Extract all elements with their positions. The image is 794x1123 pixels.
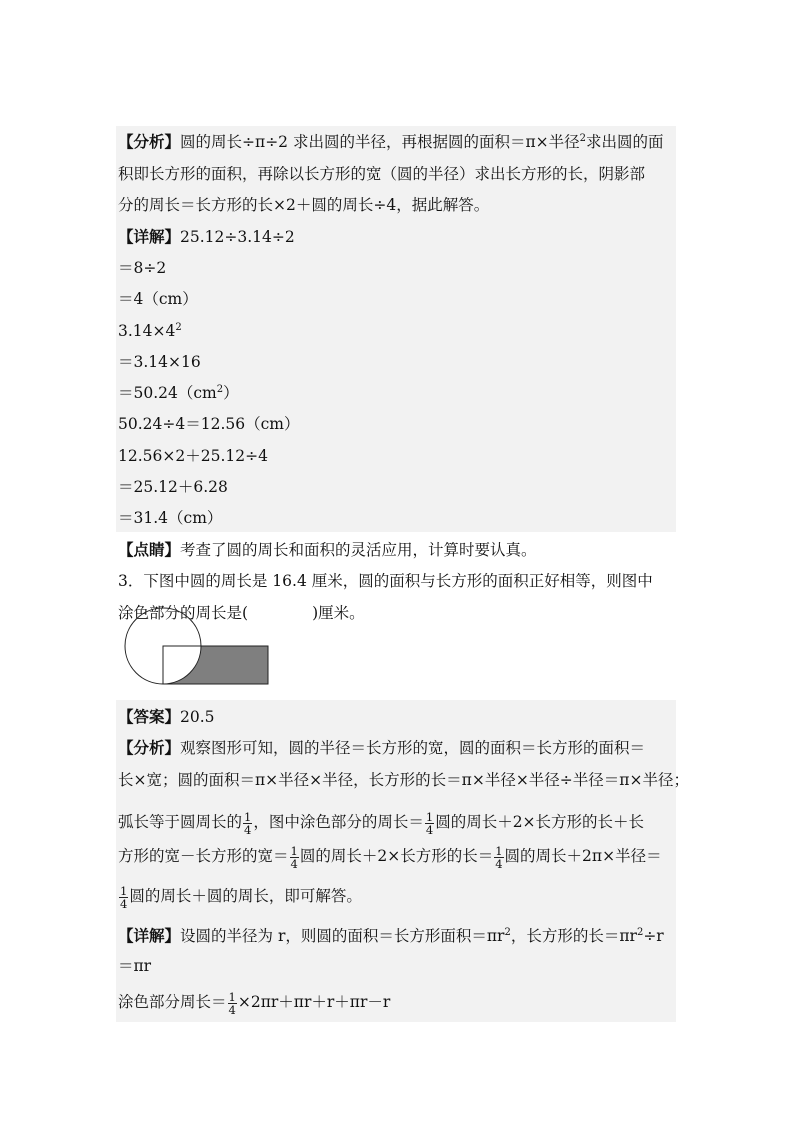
- detail-line-6: $=50.24(cm^2)$: [118, 384, 239, 402]
- detail-line-1: 【详解】25.12÷3.14÷2: [118, 227, 295, 246]
- analysis2-line-5: $\frac{1}{4}$ 圆的周长＋圆的周长，即可解答。: [120, 883, 362, 911]
- answer-tag: 【答案】: [118, 707, 181, 726]
- detail-line-5: ＝3.14×16: [118, 353, 201, 371]
- analysis2-line-2: 长×宽；圆的面积＝π×半径×半径，长方形的长＝π×半径×半径÷半径＝π×半径；: [118, 771, 689, 789]
- detail-line-2: ＝8÷2: [118, 259, 167, 277]
- fraction-one-quarter: $\frac{1}{4}$: [244, 809, 252, 837]
- detail-line-3: ＝4（cm）: [118, 290, 198, 308]
- detail2-line-2: ＝πr: [118, 957, 152, 975]
- analysis-line-3: 分的周长＝长方形的长×2＋圆的周长÷4，据此解答。: [118, 196, 490, 214]
- analysis2-line-3: 弧长等于圆周长的 $\frac{1}{4}$ ，图中涂色部分的周长＝ $\frac{1}{4}$ 圆的周长＋2×长方形的长＋长: [118, 809, 645, 837]
- solution-panel-top: [116, 126, 676, 532]
- detail-tag: 【详解】: [118, 227, 181, 246]
- analysis2-line-4: 方形的宽－长方形的宽＝ $\frac{1}{4}$ 圆的周长＋2×长方形的长＝ $\frac{1}{4}$ 圆的周长＋2π×半径＝: [118, 843, 662, 871]
- fraction-one-quarter: $\frac{1}{4}$: [228, 989, 236, 1017]
- fraction-one-quarter: $\frac{1}{4}$: [425, 809, 434, 837]
- fraction-one-quarter: $\frac{1}{4}$: [495, 843, 503, 871]
- fraction-one-quarter: $\frac{1}{4}$: [290, 843, 298, 871]
- detail-line-9: ＝25.12＋6.28: [118, 478, 228, 496]
- detail-line-8: 12.56×2＋25.12÷4: [118, 447, 268, 465]
- analysis-line-1: 【分析】圆的周长÷π÷2 求出圆的半径，再根据圆的面积＝π×半径$^2$求出圆的面: [118, 132, 664, 151]
- question-3-line-1: 3．下图中圆的周长是 16.4 厘米，圆的面积与长方形的面积正好相等，则图中: [118, 572, 653, 590]
- analysis-tag: 【分析】: [118, 132, 181, 151]
- question-3-line-2: 涂色部分的周长是( )厘米。: [118, 604, 365, 622]
- analysis2-line-1: 【分析】观察图形可知，圆的半径＝长方形的宽，圆的面积＝长方形的面积＝: [118, 738, 646, 757]
- detail-line-7: 50.24÷4＝12.56（cm）: [118, 415, 300, 433]
- analysis2-tag: 【分析】: [118, 738, 181, 757]
- comment-tag: 【点睛】: [118, 540, 181, 559]
- comment-line: 【点睛】考查了圆的周长和面积的灵活应用，计算时要认真。: [118, 540, 537, 559]
- circle-rectangle-figure: [120, 604, 276, 690]
- detail-line-10: ＝31.4（cm）: [118, 509, 223, 527]
- answer-value: 20.5: [180, 708, 215, 726]
- detail2-line-3: 涂色部分周长＝ $\frac{1}{4}$ ×2πr＋πr＋r＋πr－r: [118, 989, 391, 1017]
- fraction-one-quarter: $\frac{1}{4}$: [120, 883, 128, 911]
- detail-line-4: $3.14\times 4^2$: [118, 322, 182, 340]
- analysis-line-2: 积即长方形的面积，再除以长方形的宽（圆的半径）求出长方形的长，阴影部: [118, 165, 646, 183]
- detail2-line-1: 【详解】设圆的半径为 r，则圆的面积＝长方形面积$=\pi r^2$，长方形的长$=\pi r^2\div r$: [118, 926, 664, 945]
- detail2-tag: 【详解】: [118, 926, 181, 945]
- answer-line: [118, 707, 215, 727]
